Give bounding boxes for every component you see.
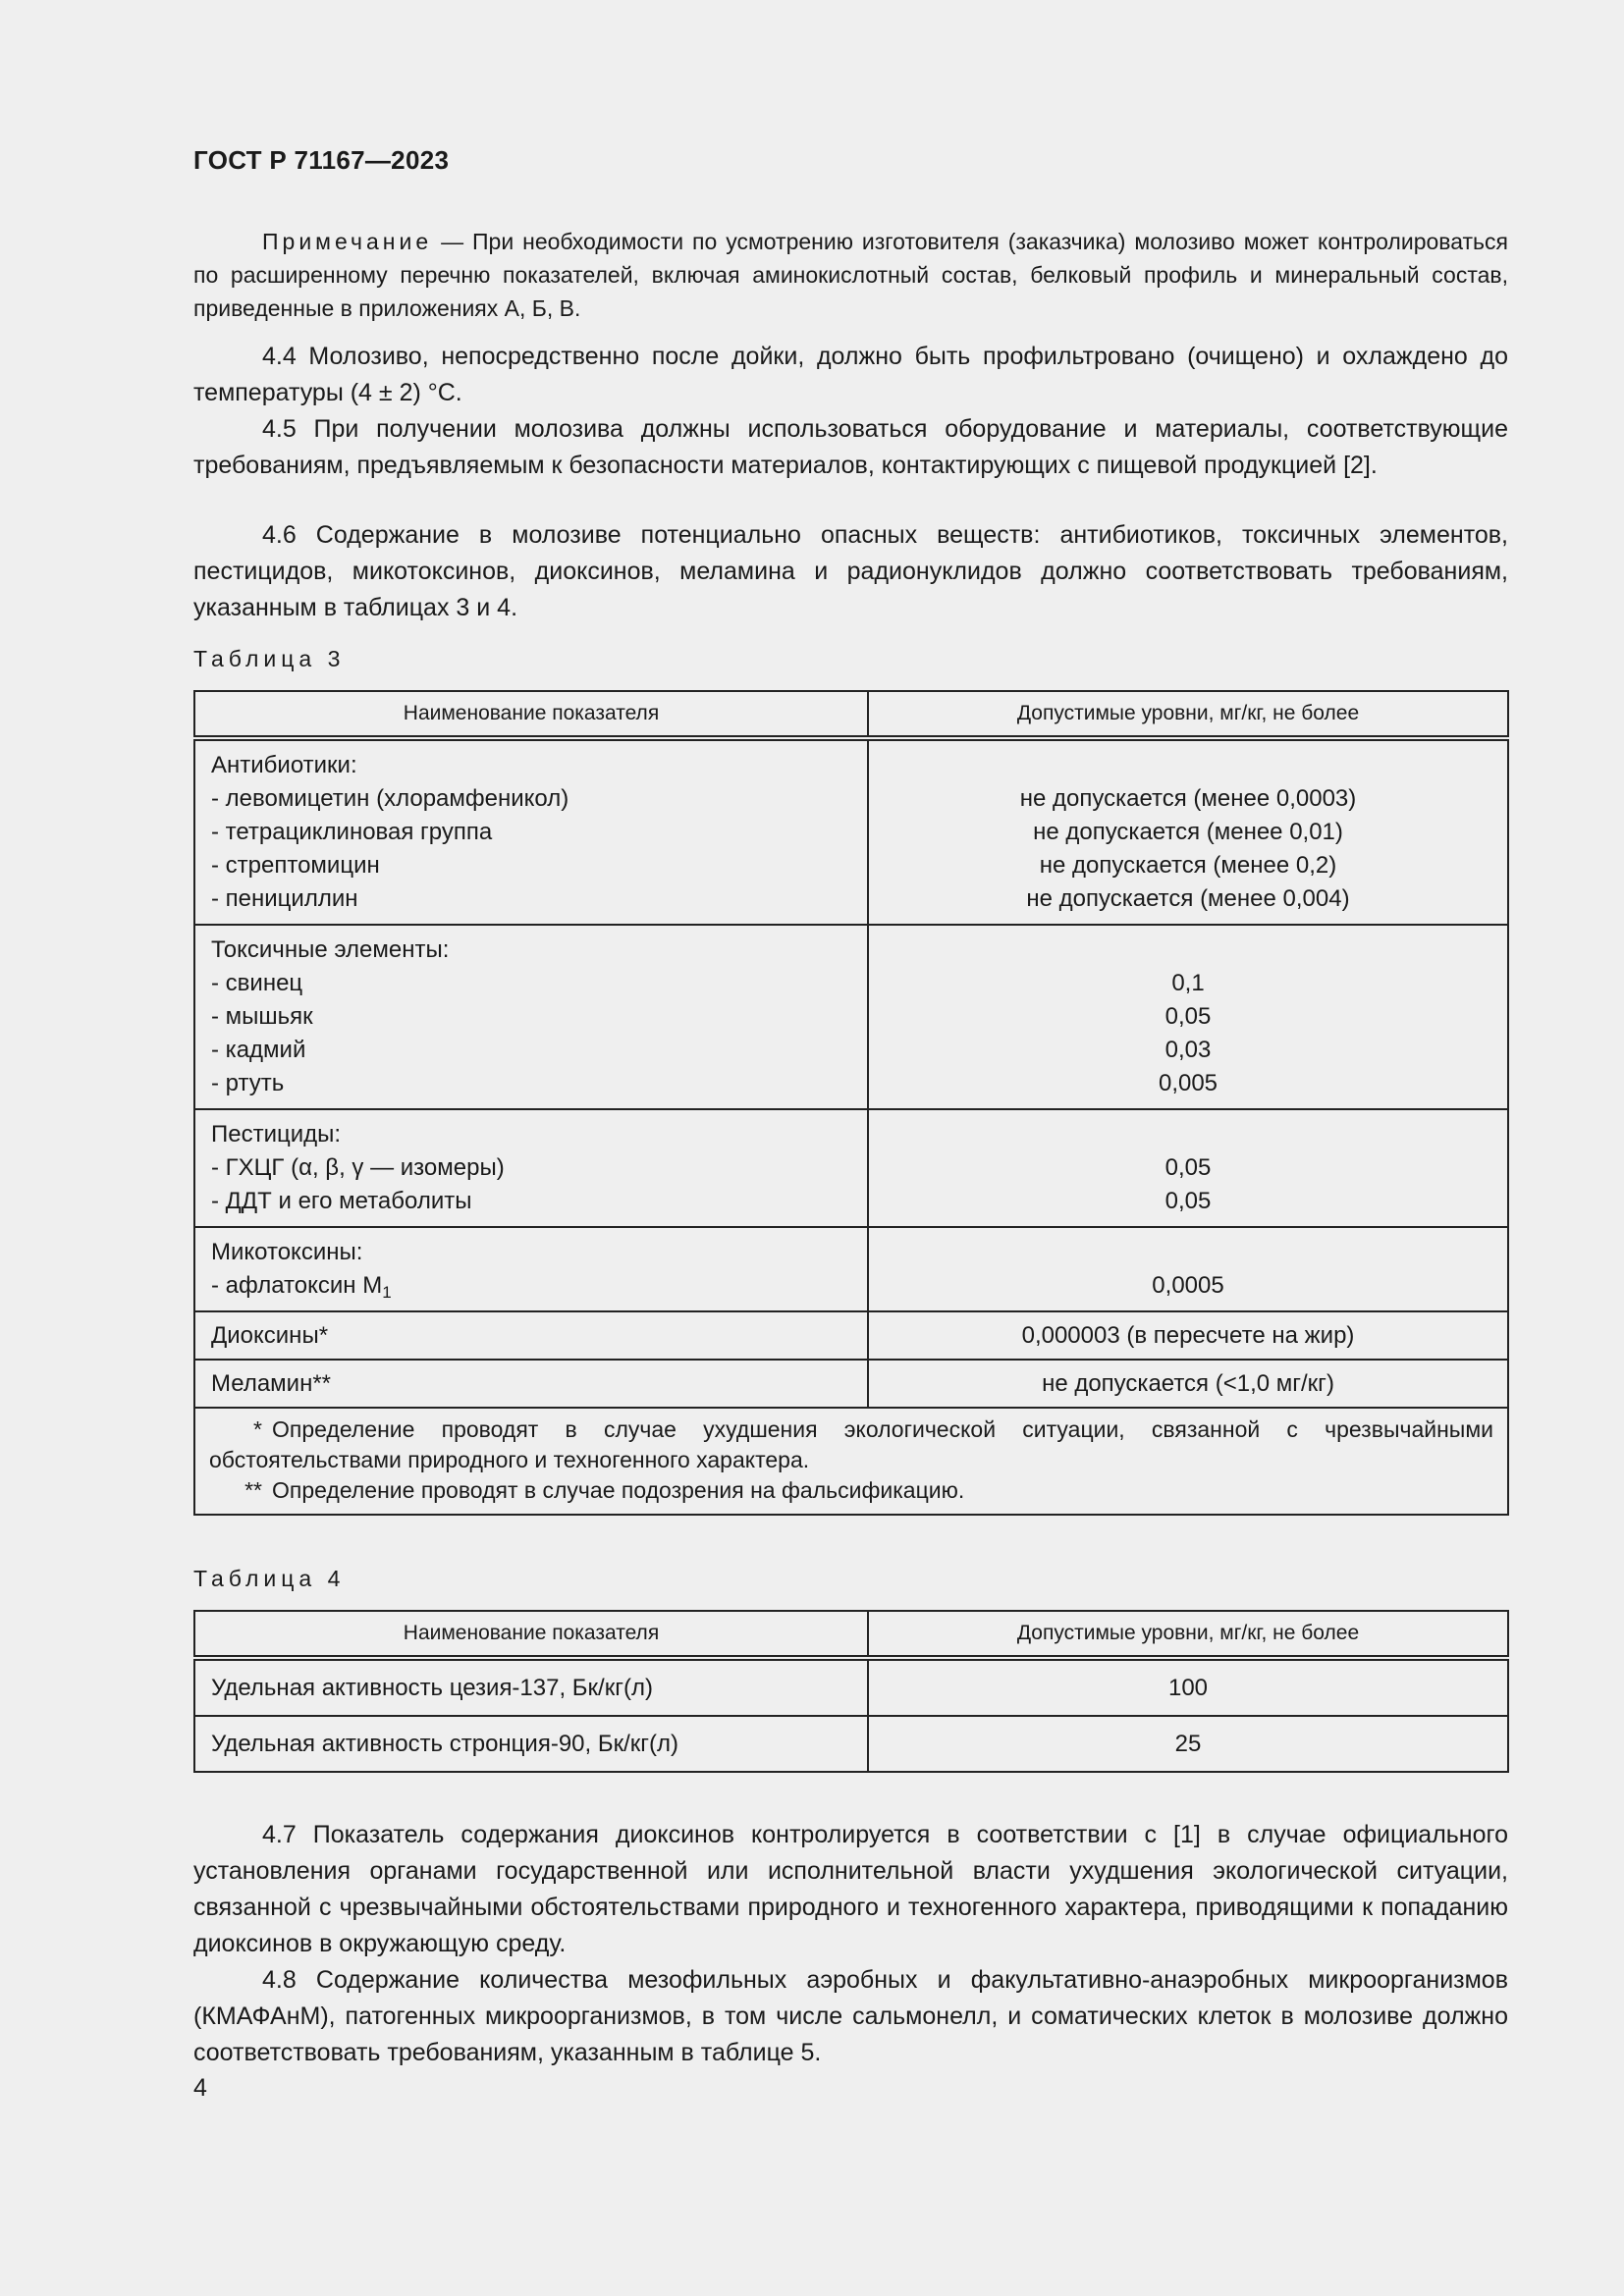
item-name: - левомицетин (хлорамфеникол) [211,785,569,812]
footnote-mark: ** [244,1477,262,1503]
table-row-antibiotics [194,738,1508,925]
item-name: - афлатоксин $М_1$ [211,1272,392,1302]
item-name: - ртуть [211,1070,285,1096]
item-name: - свинец [211,970,303,996]
footnote [209,1475,1493,1506]
table-row [194,1658,1508,1716]
item-name: Удельная активность цезия-137, Бк/кг(л) [194,1658,868,1716]
group-names [194,1227,868,1311]
subscript: 1 [382,1283,392,1302]
table-row-melamine [194,1360,1508,1408]
note-label: Примечание [262,229,433,254]
paragraph-text: 4.5 При получении молозива должны использоваться оборудование и материалы, соответствующие требованиям, предъявляемым к безопасности материалов, контактирующих с пищевой продукцией [2]. [193,415,1508,479]
paragraph-4-5 [193,411,1508,484]
table-header-row [194,1611,1508,1658]
item-name: - тетрациклиновая группа [211,819,493,845]
item-name: - ГХЦГ (α, β, γ — изомеры) [211,1154,505,1181]
group-names [194,925,868,1109]
group-title: Пестициды: [211,1121,342,1148]
table-row-toxic-elements [194,925,1508,1109]
item-value: не допускается (<1,0 мг/кг) [868,1360,1508,1408]
item-name: - пенициллин [211,885,358,912]
group-names [194,738,868,925]
table-footnotes-row [194,1408,1508,1515]
column-header-name: Наименование показателя [194,1611,868,1658]
table-3-caption: Таблица 3 [193,646,346,671]
paragraph-text: 4.7 Показатель содержания диоксинов контролируется в соответствии с [1] в случае официального установления органами государственной или исполнительной власти ухудшения экологической ситуации, связанной с чрезвычайными обстоятельствами природного и техногенного характера, приводящими к попаданию диоксинов в окружающую среду. [193,1821,1508,1957]
footnote [209,1415,1493,1475]
group-values [868,738,1508,925]
table-row [194,1716,1508,1772]
group-names [194,1109,868,1227]
footnote-text: Определение проводят в случае ухудшения экологической ситуации, связанной с чрезвычайными обстоятельствами природного и техногенного характера. [209,1416,1493,1472]
paragraph-4-8 [193,1962,1508,2071]
group-title: Токсичные элементы: [211,936,450,963]
table-row-pesticides [194,1109,1508,1227]
paragraph-text: 4.6 Содержание в молозиве потенциально опасных веществ: антибиотиков, токсичных элементов, пестицидов, микотоксинов, диоксинов, меламина и радионуклидов должно соответствовать требованиям, указанным в таблицах 3 и 4. [193,521,1508,621]
note-text: — При необходимости по усмотрению изготовителя (заказчика) молозиво может контролироваться по расширенному перечню показателей, включая аминокислотный состав, белковый профиль и минеральный состав, приведенные в приложениях А, Б, В. [193,229,1508,321]
column-header-levels: Допустимые уровни, мг/кг, не более [868,1611,1508,1658]
table-4-caption: Таблица 4 [193,1566,346,1591]
paragraph-4-4 [193,339,1508,411]
paragraph-text: 4.4 Молозиво, непосредственно после дойки, должно быть профильтровано (очищено) и охлаждено до температуры (4 ± 2) °С. [193,343,1508,406]
item-value: 25 [868,1716,1508,1772]
item-value: 0,1 [1171,970,1205,996]
column-header-levels: Допустимые уровни, мг/кг, не более [868,691,1508,738]
item-value: 0,0005 [1152,1272,1224,1299]
item-name: - стрептомицин [211,852,380,879]
item-value: 0,03 [1164,1037,1212,1063]
note-paragraph [193,225,1508,325]
paragraph-text: 4.8 Содержание количества мезофильных аэробных и факультативно-анаэробных микроорганизмов (КМАФАнМ), патогенных микроорганизмов, в том числе сальмонелл, и соматических клеток в молозиве должно соответствовать требованиям, указанным в таблице 5. [193,1966,1508,2066]
group-title: Микотоксины: [211,1239,363,1265]
table-row-mycotoxins [194,1227,1508,1311]
item-value: 0,005 [1158,1070,1218,1096]
item-value: 0,05 [1164,1003,1212,1030]
item-value: не допускается (менее 0,2) [1039,852,1337,879]
item-name: - ДДТ и его метаболиты [211,1188,472,1214]
page-number: 4 [193,2074,207,2102]
document-header: ГОСТ Р 71167—2023 [193,145,450,175]
item-name: Диоксины* [194,1311,868,1360]
item-value: не допускается (менее 0,004) [1026,885,1350,912]
item-value: 0,05 [1164,1188,1212,1214]
item-name: Удельная активность стронция-90, Бк/кг(л) [194,1716,868,1772]
column-header-name: Наименование показателя [194,691,868,738]
item-value: не допускается (менее 0,0003) [1019,785,1357,812]
table-row-dioxins [194,1311,1508,1360]
table-3 [193,690,1509,1516]
item-value: 0,05 [1164,1154,1212,1181]
paragraph-4-7 [193,1817,1508,1962]
item-name: - мышьяк [211,1003,313,1030]
footnote-text: Определение проводят в случае подозрения на фальсификацию. [272,1477,965,1503]
table-footnotes [194,1408,1508,1515]
group-values [868,925,1508,1109]
group-values [868,1227,1508,1311]
table-header-row [194,691,1508,738]
item-value: 100 [868,1658,1508,1716]
item-value: не допускается (менее 0,01) [1033,819,1343,845]
table-4 [193,1610,1509,1773]
item-name: Меламин** [194,1360,868,1408]
item-value: 0,000003 (в пересчете на жир) [868,1311,1508,1360]
paragraph-4-6 [193,517,1508,626]
group-title: Антибиотики: [211,752,357,778]
footnote-mark: * [253,1416,262,1442]
group-values [868,1109,1508,1227]
item-name: - кадмий [211,1037,306,1063]
